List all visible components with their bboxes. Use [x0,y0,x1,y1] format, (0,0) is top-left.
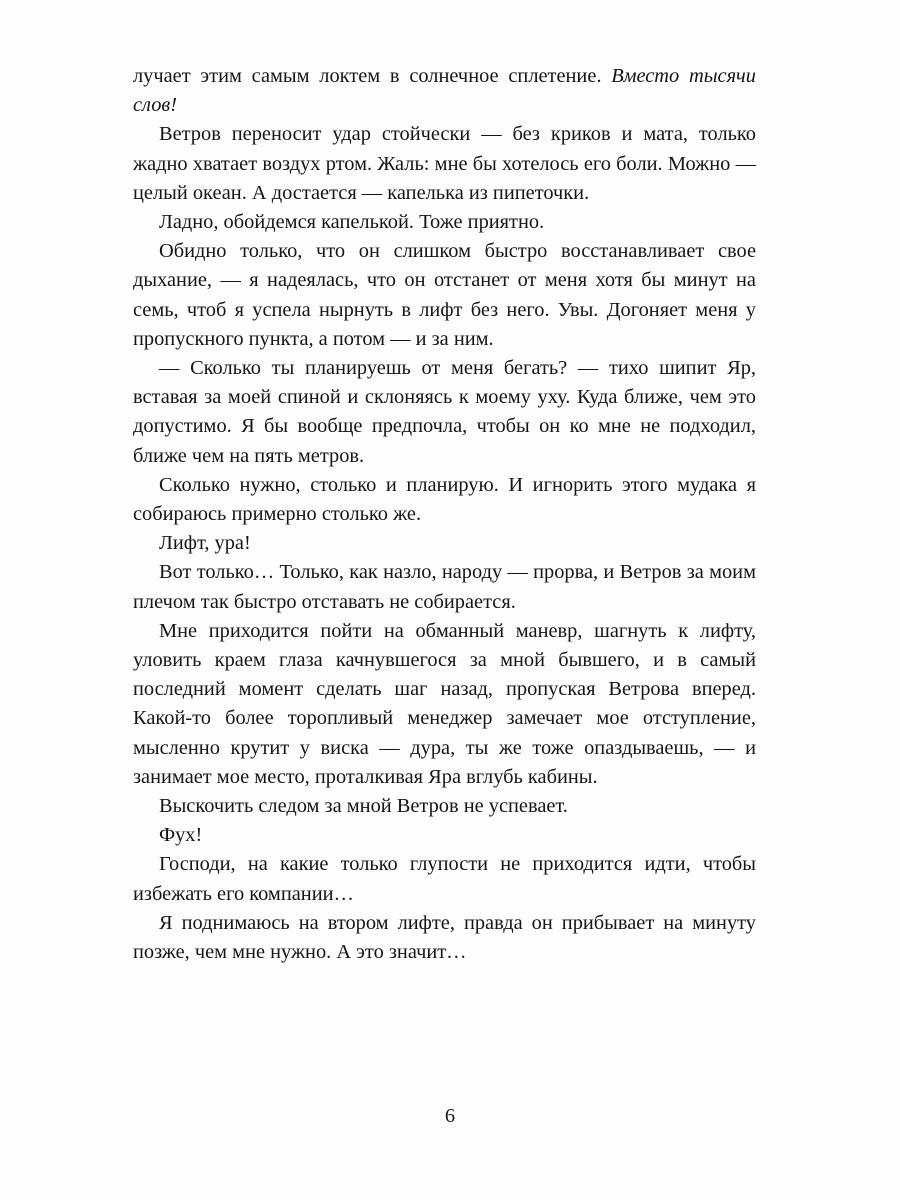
emphasis-text: Вместо тысячи слов! [133,65,756,117]
body-text: лучает этим самым локтем в солнечное сплетение. [133,65,612,87]
page-number: 6 [444,1105,456,1127]
body-text: Лифт, ура! [159,532,251,555]
paragraph [133,850,756,908]
body-text: Ладно, обойдемся капелькой. Тоже приятно. [159,211,545,234]
paragraph [133,62,756,120]
paragraph [133,120,756,208]
body-text: Обидно только, что он слишком быстро восстанавливает свое дыхание, — я надеялась, что он отстанет от меня хотя бы минут на семь, чтоб я успела нырнуть в лифт без него. Увы. Догоняет меня у пропускного пункта, а потом — и за ним. [133,240,756,350]
paragraph [133,237,756,354]
body-text: Фух! [159,824,203,847]
body-text: Господи, на какие только глупости не приходится идти, чтобы избежать его компании… [133,853,756,905]
paragraph [133,208,756,237]
paragraph [133,471,756,529]
paragraph [133,529,756,558]
paragraph [133,909,756,967]
paragraph [133,617,756,792]
body-text: Мне приходится пойти на обманный маневр, шагнуть к лифту, уловить краем глаза качнувшегося за мной бывшего, и в самый последний момент сделать шаг назад, пропуская Ветрова вперед. Какой-то более торопливый менеджер замечает мое отступление, мысленно крутит у виска — дура, ты же тоже опаздываешь, — и занимает мое место, проталкивая Яра вглубь кабины. [133,619,756,788]
body-text: Сколько нужно, столько и планирую. И игнорить этого мудака я собираюсь примерно столько же. [133,473,756,526]
paragraph [133,821,756,850]
paragraph [133,558,756,616]
body-text: Выскочить следом за мной Ветров не успевает. [159,795,568,818]
body-text: Ветров переносит удар стойчески — без криков и мата, только жадно хватает воздух ртом. Жаль: мне бы хотелось его боли. Можно — целый океан. А достается — капелька из пипеточки. [133,123,756,204]
paragraph [133,354,756,471]
body-text: — Сколько ты планируешь от меня бегать? — тихо шипит Яр, вставая за моей спиной и склоняясь к моему уху. Куда ближе, чем это допустимо. Я бы вообще предпочла, чтобы он ко мне не подходил, ближе чем на пять метров. [133,357,756,467]
page-text-column [133,62,756,967]
body-text: Я поднимаюсь на втором лифте, правда он прибывает на минуту позже, чем мне нужно. А это значит… [133,911,756,964]
paragraph [133,792,756,821]
body-text: Вот только… Только, как назло, народу — прорва, и Ветров за моим плечом так быстро отставать не собирается. [133,561,756,613]
